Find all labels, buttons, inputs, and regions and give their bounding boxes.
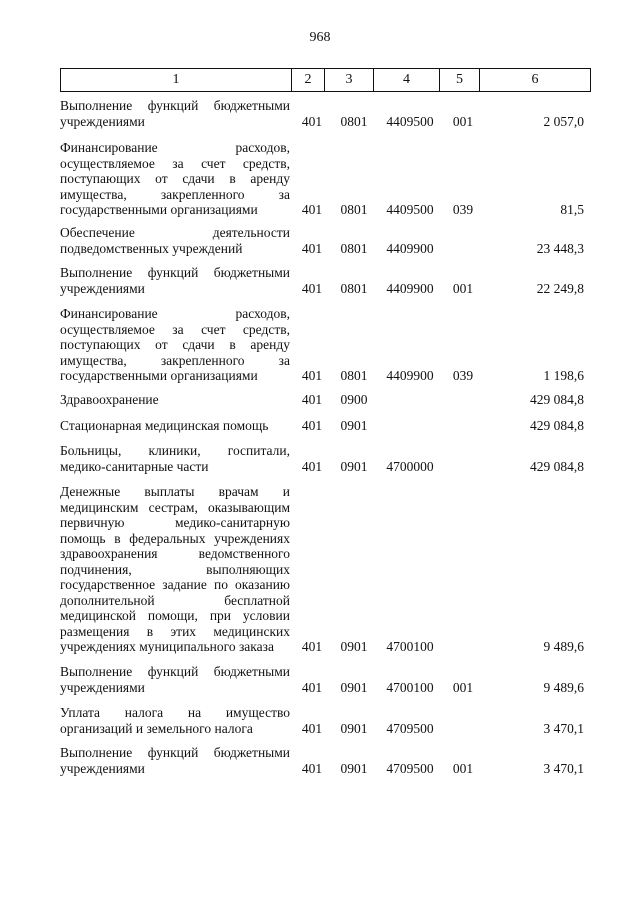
header-col-6: 6 (531, 72, 539, 87)
col-4-article: 4709500 (386, 720, 434, 736)
col-6-amount: 2 057,0 (543, 113, 584, 129)
description-line: учреждениями (60, 679, 145, 695)
col-3-section: 0901 (340, 760, 368, 776)
col-3-section: 0801 (340, 368, 368, 383)
col-5-type: 001 (452, 679, 474, 695)
description-line: осуществляемое за счет средств, (60, 321, 290, 337)
description-line: помощь в федеральных учреждениях (60, 530, 290, 546)
row-description (60, 140, 290, 218)
col-4-article: 4409500 (386, 202, 434, 217)
col-3-section: 0801 (340, 240, 368, 256)
description-line: учреждениями (60, 113, 145, 129)
description-line: Выполнение функций бюджетными (60, 98, 290, 113)
col-3-section: 0900 (340, 392, 368, 407)
col-6-amount: 3 470,1 (543, 760, 584, 776)
row-description (60, 484, 290, 655)
description-line: медико-санитарные части (60, 458, 209, 474)
table-row (0, 705, 640, 736)
row-description (60, 306, 290, 384)
col-2-code: 401 (301, 113, 323, 129)
col-3-section: 0901 (340, 720, 368, 736)
col-6-amount: 3 470,1 (543, 720, 584, 736)
row-description (60, 98, 290, 129)
col-6-amount: 23 448,3 (536, 240, 584, 256)
row-description (60, 392, 290, 408)
row-description (60, 705, 290, 736)
col-6-amount: 9 489,6 (543, 679, 584, 695)
col-2-code: 401 (301, 418, 323, 433)
col-5-type: 001 (452, 113, 474, 129)
description-line: учреждениями (60, 280, 145, 296)
description-line: Обеспечение деятельности (60, 225, 290, 240)
col-6-amount: 1 198,6 (543, 368, 584, 383)
description-line: поступающих от сдачи в аренду (60, 171, 290, 186)
col-2-code: 401 (301, 679, 323, 695)
table-row (0, 392, 640, 408)
table-row (0, 265, 640, 296)
col-3-section: 0901 (340, 418, 368, 433)
col-6-amount: 429 084,8 (530, 392, 584, 407)
header-col-4: 4 (374, 69, 440, 91)
row-description (60, 418, 290, 434)
table-row (0, 306, 640, 384)
col-3-section: 0801 (340, 280, 368, 296)
col-4-article: 4709500 (386, 760, 434, 776)
header-col-1: 1 (61, 69, 292, 91)
table-row (0, 418, 640, 434)
description-line: государственными организациями (60, 368, 258, 383)
description-line: Выполнение функций бюджетными (60, 265, 290, 280)
description-line: Больницы, клиники, госпитали, (60, 443, 290, 458)
description-line: Выполнение функций бюджетными (60, 745, 290, 760)
row-description (60, 745, 290, 776)
description-line: подведомственных учреждений (60, 240, 243, 256)
table-row (0, 443, 640, 474)
description-line: Стационарная медицинская помощь (60, 418, 269, 433)
table-row (0, 745, 640, 776)
col-4-article: 4700000 (386, 458, 434, 474)
description-line: Здравоохранение (60, 392, 159, 407)
col-5-type: 001 (452, 280, 474, 296)
col-4-article: 4409900 (386, 368, 434, 383)
col-5-type: 001 (452, 760, 474, 776)
description-line: Уплата налога на имущество (60, 705, 290, 720)
col-5-type: 039 (452, 368, 474, 383)
col-6-amount: 429 084,8 (530, 458, 584, 474)
col-2-code: 401 (301, 720, 323, 736)
table-row (0, 664, 640, 695)
col-2-code: 401 (301, 202, 323, 217)
description-line: подчинения, выполняющих (60, 561, 290, 577)
col-3-section: 0801 (340, 113, 368, 129)
col-2-code: 401 (301, 280, 323, 296)
description-line: имущества, закрепленного за (60, 186, 290, 202)
col-4-article: 4409900 (386, 280, 434, 296)
description-line: государственное задание по оказанию (60, 577, 290, 592)
col-3-section: 0901 (340, 679, 368, 695)
table-header (60, 68, 591, 92)
description-line: дополнительной бесплатной (60, 592, 290, 608)
col-5-type: 039 (452, 202, 474, 217)
description-line: Денежные выплаты врачам и (60, 484, 290, 499)
col-2-code: 401 (301, 639, 323, 654)
row-description (60, 225, 290, 256)
header-col-5: 5 (440, 69, 480, 91)
row-description (60, 265, 290, 296)
description-line: здравоохранения ведомственного (60, 546, 290, 561)
description-line: Финансирование расходов, (60, 140, 290, 155)
col-6-amount: 429 084,8 (530, 418, 584, 433)
col-3-section: 0801 (340, 202, 368, 217)
col-6-amount: 22 249,8 (536, 280, 584, 296)
description-line: Выполнение функций бюджетными (60, 664, 290, 679)
table-row (0, 225, 640, 256)
description-line: государственными организациями (60, 202, 258, 217)
page-number: 968 (309, 30, 331, 45)
col-2-code: 401 (301, 392, 323, 407)
col-4-article: 4700100 (386, 639, 434, 654)
description-line: Финансирование расходов, (60, 306, 290, 321)
description-line: медицинским сестрам, оказывающим (60, 499, 290, 515)
description-line: первичную медико-санитарную (60, 515, 290, 530)
row-description (60, 443, 290, 474)
col-2-code: 401 (301, 240, 323, 256)
col-2-code: 401 (301, 458, 323, 474)
row-description (60, 664, 290, 695)
table-row (0, 98, 640, 129)
description-line: поступающих от сдачи в аренду (60, 337, 290, 352)
table-row (0, 140, 640, 218)
header-col-2: 2 (292, 69, 325, 91)
description-line: имущества, закрепленного за (60, 352, 290, 368)
col-3-section: 0901 (340, 458, 368, 474)
description-line: медицинской помощи, при условии (60, 608, 290, 623)
description-line: организаций и земельного налога (60, 720, 253, 736)
col-4-article: 4700100 (386, 679, 434, 695)
col-4-article: 4409500 (386, 113, 434, 129)
col-6-amount: 81,5 (560, 202, 584, 217)
description-line: размещения в этих медицинских (60, 623, 290, 639)
description-line: осуществляемое за счет средств, (60, 155, 290, 171)
description-line: учреждениями (60, 760, 145, 776)
header-col-3: 3 (325, 69, 374, 91)
description-line: учреждениях муниципального заказа (60, 639, 274, 654)
col-6-amount: 9 489,6 (543, 639, 584, 654)
col-3-section: 0901 (340, 639, 368, 654)
col-4-article: 4409900 (386, 240, 434, 256)
table-row (0, 484, 640, 655)
col-2-code: 401 (301, 368, 323, 383)
col-2-code: 401 (301, 760, 323, 776)
